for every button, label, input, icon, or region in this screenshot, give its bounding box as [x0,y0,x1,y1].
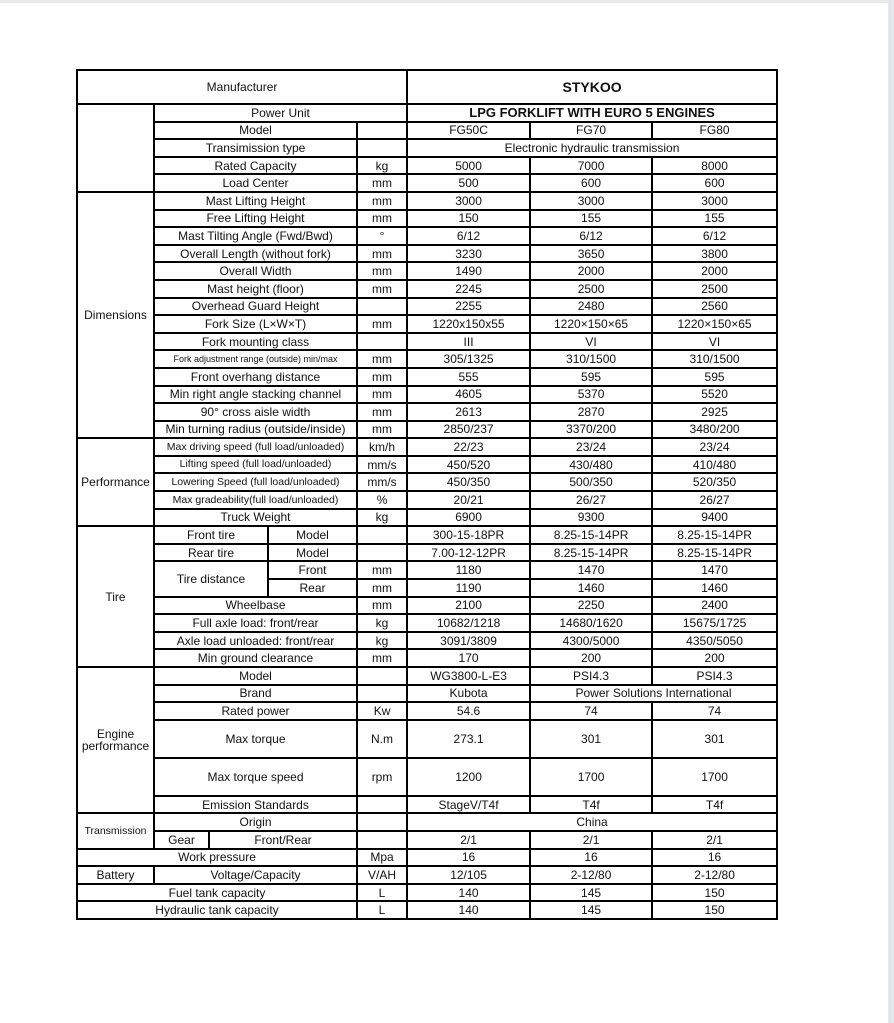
group-transmission: Transmission [77,813,154,848]
spec-label: Wheelbase [154,597,357,615]
spec-label: Min right angle stacking channel [154,386,357,404]
spec-value: Kubota [407,685,530,703]
spec-unit: mm [357,315,407,333]
spec-unit [357,333,407,351]
origin-value: China [407,813,777,831]
spec-value: 3370/200 [530,421,652,439]
spec-value: 1460 [652,579,777,597]
spec-value: 2500 [530,280,652,298]
spec-value: 301 [652,720,777,758]
spec-value: 555 [407,368,530,386]
load-center-value: 600 [652,174,777,192]
row-hydraulic-tank [77,901,777,919]
rear-tire-sub: Model [268,544,357,562]
row-engine-model [77,667,777,685]
spec-value: VI [652,333,777,351]
row-tire [77,614,777,632]
spec-label: 90° cross aisle width [154,403,357,421]
spec-label: Fork adjustment range (outside) min/max [154,350,357,368]
row-dimension [77,350,777,368]
spec-label: Max gradeability(full load/unloaded) [154,491,357,509]
spec-unit [357,667,407,685]
spec-value: PSI4.3 [652,667,777,685]
row-engine-brand [77,685,777,703]
group-engine: Engine performance [77,667,154,813]
spec-value: 22/23 [407,438,530,456]
group-battery: Battery [77,866,154,884]
spec-unit: V/AH [357,866,407,884]
spec-label: Fork mounting class [154,333,357,351]
fuel-tank-label: Fuel tank capacity [77,884,357,902]
manufacturer-value: STYKOO [407,70,777,104]
spec-value: 2100 [407,597,530,615]
row-front-tire [77,526,777,544]
spec-unit: mm [357,579,407,597]
row-dimension [77,403,777,421]
spec-value: 74 [652,702,777,720]
spec-value: 200 [530,649,652,667]
spec-unit: kg [357,614,407,632]
spec-value: 26/27 [652,491,777,509]
spec-unit: mm [357,210,407,228]
spec-value: 8.25-15-14PR [652,544,777,562]
spec-value: 12/105 [407,866,530,884]
spec-value: 2480 [530,298,652,316]
spec-value: 2000 [530,262,652,280]
spec-value: 4605 [407,386,530,404]
tire-distance-rear-sub: Rear [268,579,357,597]
row-transmission-origin [77,813,777,831]
spec-label: Min turning radius (outside/inside) [154,421,357,439]
spec-value: 595 [652,368,777,386]
spec-unit: mm [357,280,407,298]
scrollbar-track[interactable] [889,0,894,1023]
row-engine-max-torque-speed [77,758,777,796]
spec-label: Rated power [154,702,357,720]
row-dimension [77,386,777,404]
spec-value: 1700 [530,758,652,796]
spec-value: 9300 [530,509,652,527]
spec-value: 145 [530,901,652,919]
spec-value: 595 [530,368,652,386]
spec-value: 150 [652,884,777,902]
spec-label: Front overhang distance [154,368,357,386]
spec-unit: ° [357,227,407,245]
spec-value: 2850/237 [407,421,530,439]
spec-value: 6900 [407,509,530,527]
spec-label: Free Lifting Height [154,210,357,228]
spec-value: 5370 [530,386,652,404]
spec-unit: L [357,884,407,902]
spec-value: 20/21 [407,491,530,509]
spec-value: 1460 [530,579,652,597]
document-page [0,3,888,1023]
spec-value: 1180 [407,561,530,579]
spec-unit: mm [357,245,407,263]
spec-value: 2/1 [407,831,530,849]
row-work-pressure [77,849,777,867]
spec-value: 2870 [530,403,652,421]
row-battery [77,866,777,884]
spec-value: 301 [530,720,652,758]
spec-value: 4350/5050 [652,632,777,650]
spec-label: Fork Size (L×W×T) [154,315,357,333]
spec-value: 54.6 [407,702,530,720]
spec-value: 3000 [652,192,777,210]
spec-unit: kg [357,509,407,527]
row-tire [77,649,777,667]
spec-unit: rpm [357,758,407,796]
spec-value: 9400 [652,509,777,527]
spec-value: 2245 [407,280,530,298]
rated-capacity-label: Rated Capacity [154,157,357,175]
hydraulic-tank-label: Hydraulic tank capacity [77,901,357,919]
model-value: FG70 [530,122,652,140]
spec-unit: L [357,901,407,919]
spec-value: 310/1500 [530,350,652,368]
manufacturer-label: Manufacturer [77,70,407,104]
spec-unit: mm [357,403,407,421]
spec-value: 16 [530,849,652,867]
spec-value: Power Solutions International [530,685,777,703]
transmission-type-value: Electronic hydraulic transmission [407,139,777,157]
spec-label: Mast Lifting Height [154,192,357,210]
row-engine-emission [77,796,777,814]
spec-label: Mast Tilting Angle (Fwd/Bwd) [154,227,357,245]
model-value: FG50C [407,122,530,140]
spec-value: 410/480 [652,456,777,474]
group-tire: Tire [77,526,154,667]
row-dimension [77,192,777,210]
group-performance: Performance [77,438,154,526]
row-performance [77,438,777,456]
spec-value: T4f [652,796,777,814]
spec-value: 450/350 [407,473,530,491]
row-dimension [77,280,777,298]
row-rated-capacity [77,157,777,175]
spec-value: 145 [530,884,652,902]
row-rear-tire [77,544,777,562]
spec-value: 500/350 [530,473,652,491]
spec-value: 8.25-15-14PR [530,526,652,544]
spec-label: Overall Length (without fork) [154,245,357,263]
load-center-value: 600 [530,174,652,192]
spec-unit: km/h [357,438,407,456]
row-power-unit [77,104,777,122]
header-group-blank [77,104,154,192]
spec-label: Lowering Speed (full load/unloaded) [154,473,357,491]
row-transmission-gear [77,831,777,849]
row-performance [77,456,777,474]
row-dimension [77,245,777,263]
spec-value: 1220×150×65 [530,315,652,333]
row-transmission-type [77,139,777,157]
spec-value: WG3800-L-E3 [407,667,530,685]
spec-unit [357,685,407,703]
spec-value: 3230 [407,245,530,263]
spec-value: 3800 [652,245,777,263]
spec-value: 3091/3809 [407,632,530,650]
spec-unit: mm [357,262,407,280]
spec-value: 305/1325 [407,350,530,368]
spec-unit: mm [357,350,407,368]
spec-value: 2250 [530,597,652,615]
row-dimension [77,333,777,351]
spec-value: 140 [407,884,530,902]
spec-value: 170 [407,649,530,667]
spec-value: 3000 [530,192,652,210]
row-dimension [77,315,777,333]
gear-sub: Front/Rear [209,831,357,849]
spec-value: 3650 [530,245,652,263]
spec-value: 2-12/80 [652,866,777,884]
row-manufacturer [77,70,777,104]
spec-value: 155 [530,210,652,228]
spec-value: 1490 [407,262,530,280]
power-unit-value: LPG FORKLIFT WITH EURO 5 ENGINES [407,104,777,122]
spec-value: 1220×150×65 [652,315,777,333]
spec-label: Lifting speed (full load/unloaded) [154,456,357,474]
spec-unit [357,796,407,814]
spec-value: 450/520 [407,456,530,474]
spec-unit [357,298,407,316]
spec-unit: % [357,491,407,509]
spec-value: 310/1500 [652,350,777,368]
load-center-unit: mm [357,174,407,192]
spec-label: Overall Width [154,262,357,280]
model-unit [357,122,407,140]
spec-table [76,69,778,920]
row-model [77,122,777,140]
group-dimensions: Dimensions [77,192,154,438]
row-dimension [77,227,777,245]
rated-capacity-value: 8000 [652,157,777,175]
spec-value: 6/12 [652,227,777,245]
rear-tire-label: Rear tire [154,544,268,562]
rated-capacity-unit: kg [357,157,407,175]
spec-label: Max driving speed (full load/unloaded) [154,438,357,456]
load-center-label: Load Center [154,174,357,192]
spec-label: Mast height (floor) [154,280,357,298]
spec-unit: mm/s [357,473,407,491]
row-tire-distance-front [77,561,777,579]
gear-label: Gear [154,831,209,849]
transmission-type-label: Transimission type [154,139,357,157]
spec-value: 7.00-12-12PR [407,544,530,562]
spec-label: Emission Standards [154,796,357,814]
power-unit-label: Power Unit [154,104,407,122]
spec-value: 2500 [652,280,777,298]
spec-value: 8.25-15-14PR [530,544,652,562]
row-engine-max-torque [77,720,777,758]
spec-value: 14680/1620 [530,614,652,632]
spec-value: 2613 [407,403,530,421]
spec-value: 16 [407,849,530,867]
battery-label: Voltage/Capacity [154,866,357,884]
spec-value: 1470 [530,561,652,579]
spec-value: 26/27 [530,491,652,509]
spec-label: Min ground clearance [154,649,357,667]
spec-value: 2925 [652,403,777,421]
load-center-value: 500 [407,174,530,192]
rated-capacity-value: 7000 [530,157,652,175]
spec-value: 150 [407,210,530,228]
spec-unit: mm [357,421,407,439]
row-dimension [77,210,777,228]
spec-value: 6/12 [530,227,652,245]
spec-unit [357,544,407,562]
spec-label: Axle load unloaded: front/rear [154,632,357,650]
spec-value: 8.25-15-14PR [652,526,777,544]
row-dimension [77,421,777,439]
spec-label: Full axle load: front/rear [154,614,357,632]
spec-value: 6/12 [407,227,530,245]
spec-value: PSI4.3 [530,667,652,685]
spec-value: 150 [652,901,777,919]
origin-label: Origin [154,813,357,831]
spec-value: 5520 [652,386,777,404]
row-tire [77,597,777,615]
spec-value: 1190 [407,579,530,597]
row-dimension [77,368,777,386]
row-dimension [77,262,777,280]
spec-value: StageV/T4f [407,796,530,814]
spec-value: 23/24 [530,438,652,456]
spec-unit [357,526,407,544]
spec-value: 2400 [652,597,777,615]
row-engine-rated-power [77,702,777,720]
spec-value: 2/1 [652,831,777,849]
row-load-center [77,174,777,192]
spec-value: 140 [407,901,530,919]
spec-unit: kg [357,632,407,650]
spec-value: 10682/1218 [407,614,530,632]
spec-value: 430/480 [530,456,652,474]
spec-value: 23/24 [652,438,777,456]
spec-value: 15675/1725 [652,614,777,632]
spec-value: 2255 [407,298,530,316]
spec-value: 2560 [652,298,777,316]
spec-value: T4f [530,796,652,814]
spec-label: Truck Weight [154,509,357,527]
tire-distance-front-sub: Front [268,561,357,579]
spec-unit: mm [357,368,407,386]
spec-unit: Kw [357,702,407,720]
spec-unit [357,831,407,849]
spec-value: 4300/5000 [530,632,652,650]
row-performance [77,509,777,527]
spec-value: 3480/200 [652,421,777,439]
spec-label: Overhead Guard Height [154,298,357,316]
spec-value: 273.1 [407,720,530,758]
model-label: Model [154,122,357,140]
row-performance [77,473,777,491]
spec-value: VI [530,333,652,351]
spec-unit: mm [357,649,407,667]
spec-value: 520/350 [652,473,777,491]
spec-value: 3000 [407,192,530,210]
row-dimension [77,298,777,316]
rated-capacity-value: 5000 [407,157,530,175]
spec-value: 1200 [407,758,530,796]
spec-unit [357,813,407,831]
spec-value: 2/1 [530,831,652,849]
spec-label: Brand [154,685,357,703]
spec-unit: mm [357,561,407,579]
work-pressure-label: Work pressure [77,849,357,867]
spec-unit: Mpa [357,849,407,867]
spec-value: III [407,333,530,351]
row-performance [77,491,777,509]
spec-value: 155 [652,210,777,228]
spec-unit: mm/s [357,456,407,474]
spec-value: 2-12/80 [530,866,652,884]
spec-unit: mm [357,192,407,210]
model-value: FG80 [652,122,777,140]
front-tire-sub: Model [268,526,357,544]
spec-value: 1700 [652,758,777,796]
row-tire [77,632,777,650]
spec-unit: mm [357,386,407,404]
spec-label: Max torque speed [154,758,357,796]
spec-value: 1470 [652,561,777,579]
spec-unit: N.m [357,720,407,758]
front-tire-label: Front tire [154,526,268,544]
spec-value: 300-15-18PR [407,526,530,544]
spec-unit: mm [357,597,407,615]
transmission-type-unit [357,139,407,157]
spec-label: Model [154,667,357,685]
spec-value: 1220x150x55 [407,315,530,333]
spec-value: 200 [652,649,777,667]
row-fuel-tank [77,884,777,902]
spec-value: 2000 [652,262,777,280]
spec-value: 74 [530,702,652,720]
tire-distance-label: Tire distance [154,561,268,596]
spec-label: Max torque [154,720,357,758]
spec-value: 16 [652,849,777,867]
